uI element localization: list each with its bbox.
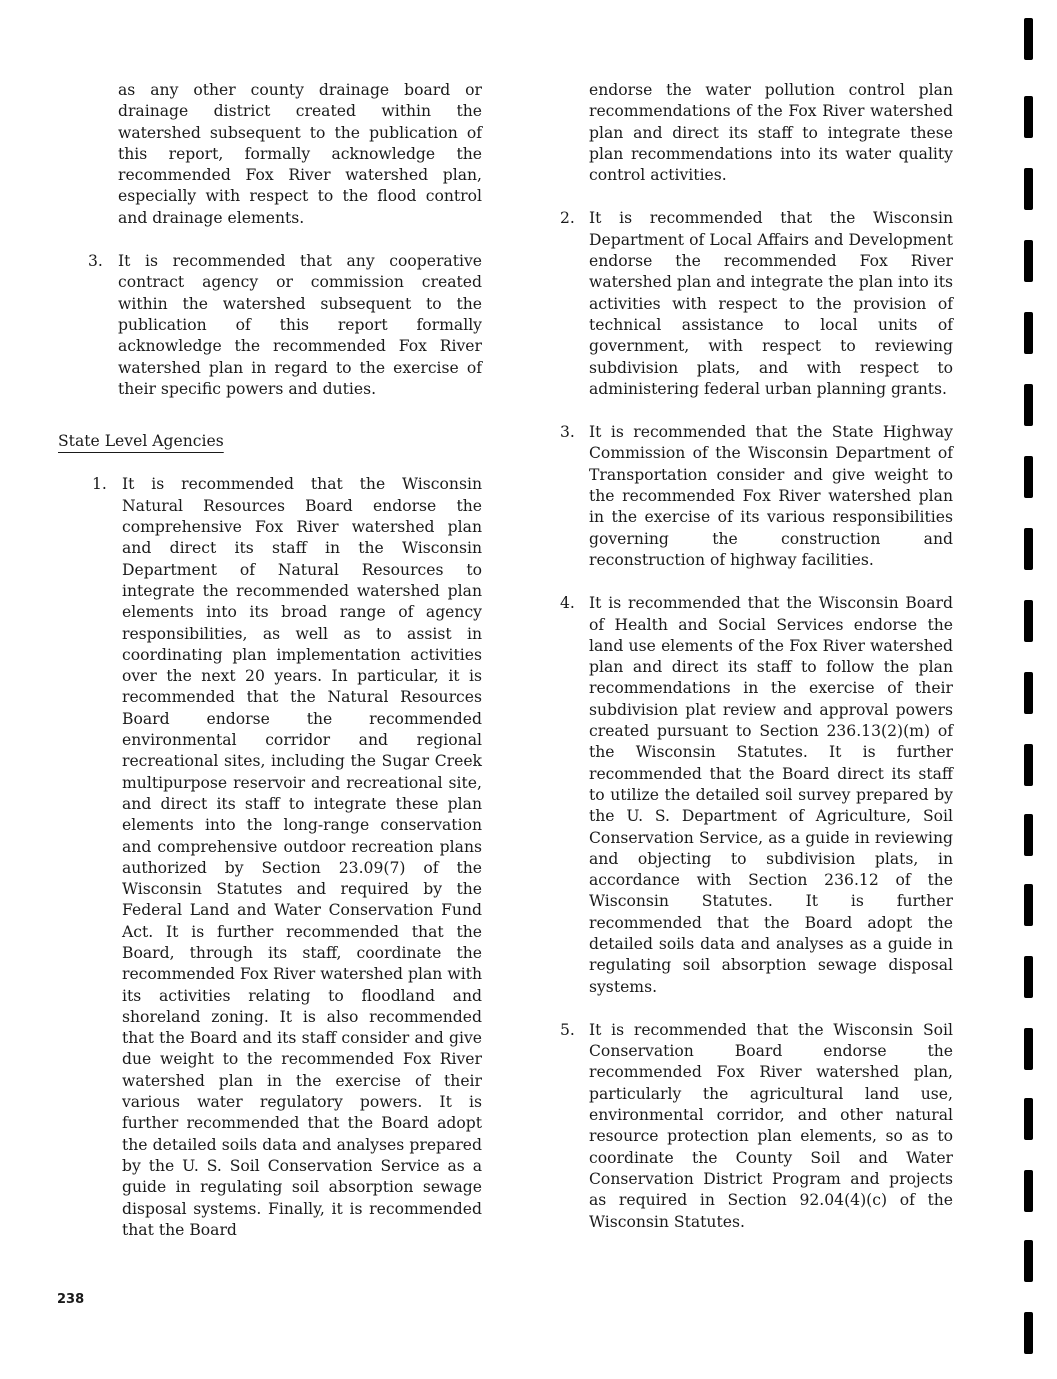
list-item-number: 5. bbox=[560, 1020, 575, 1039]
right-list-item-4 bbox=[560, 593, 953, 998]
left-column bbox=[58, 80, 482, 1241]
edge-mark bbox=[1024, 600, 1033, 642]
list-item-text: It is recommended that the State Highway Commission of the Wisconsin Department of Transportation consider and give weight to the recommended Fox River watershed plan in the exercise of its various responsibilities governing the construction and reconstruction of highway facilities. bbox=[589, 423, 953, 569]
list-item-text: It is recommended that the Wisconsin Department of Local Affairs and Development endorse the recommended Fox River watershed plan and integrate the plan into its activities with respect to the provision of technical assistance to local units of government, with respect to reviewing subdivision plats, and with respect to administering federal urban planning grants. bbox=[589, 209, 953, 398]
list-item-text: It is recommended that the Wisconsin Natural Resources Board endorse the comprehensive Fox River watershed plan and direct its staff in the Wisconsin Department of Natural Resources to integrate the recommended watershed plan elements into its broad range of agency responsibilities, as well as to assist in coordinating plan implementation activities over the next 20 years. In particular, it is recommended that the Natural Resources Board endorse the recommended environmental corridor and regional recreational sites, including the Sugar Creek multipurpose reservoir and recreational site, and direct its staff to integrate these plan elements into the long-range conservation and comprehensive outdoor recreation plans authorized by Section 23.09(7) of the Wisconsin Statutes and required by the Federal Land and Water Conservation Fund Act. It is further recommended that the Board, through its staff, coordinate the recommended Fox River watershed plan with its activities relating to floodland and shoreland zoning. It is also recommended that the Board and its staff consider and give due weight to the recommended Fox River watershed plan in the exercise of their various water regulatory powers. It is further recommended that the Board adopt the detailed soils data and analyses prepared by the U. S. Soil Conservation Service as a guide in regulating soil absorption sewage disposal systems. Finally, it is recommended that the Board bbox=[122, 475, 482, 1239]
edge-mark bbox=[1024, 956, 1033, 998]
edge-mark bbox=[1024, 456, 1033, 498]
section-heading-state-level-agencies: State Level Agencies bbox=[58, 432, 224, 451]
left-list-item-1 bbox=[92, 474, 482, 1241]
page-number: 238 bbox=[57, 1292, 85, 1307]
list-item-text: It is recommended that the Wisconsin Soil Conservation Board endorse the recommended Fox River watershed plan, particularly the agricultural land use, environmental corridor, and other natural resource protection plan elements, so as to coordinate the County Soil and Water Conservation District Program and projects as required in Section 92.04(4)(c) of the Wisconsin Statutes. bbox=[589, 1020, 953, 1231]
right-column bbox=[560, 80, 953, 1233]
edge-mark bbox=[1024, 168, 1033, 210]
list-item-text: It is recommended that the Wisconsin Board of Health and Social Services endorse the land use elements of the Fox River watershed plan and direct its staff to follow the plan recommendations in the exercise of their subdivision plat review and approval powers created pursuant to Section 236.13(2)(m) of the Wisconsin Statutes. It is further recommended that the Board direct its staff to utilize the detailed soil survey prepared by the U. S. Department of Agriculture, Soil Conservation Service, as a guide in reviewing and objecting to subdivision plats, in accordance with Section 236.12 of the Wisconsin Statutes. It is further recommended that the Board adopt the detailed soils data and analyses as a guide in regulating soil absorption sewage disposal systems. bbox=[589, 594, 953, 996]
edge-mark bbox=[1024, 1028, 1033, 1070]
edge-mark bbox=[1024, 240, 1033, 282]
list-item-number: 3. bbox=[560, 423, 575, 442]
edge-mark bbox=[1024, 1170, 1033, 1212]
list-item-number: 3. bbox=[88, 252, 103, 271]
right-list-item-3 bbox=[560, 422, 953, 571]
edge-mark bbox=[1024, 18, 1033, 60]
edge-mark bbox=[1024, 528, 1033, 570]
list-item-number: 2. bbox=[560, 209, 575, 228]
edge-mark bbox=[1024, 1098, 1033, 1140]
edge-mark bbox=[1024, 312, 1033, 354]
edge-mark bbox=[1024, 1240, 1033, 1282]
left-continuation-paragraph: as any other county drainage board or drainage district created within the watershed subsequent to the publication of this report, formally acknowledge the recommended Fox River watershed plan, especially with respect to the flood control and drainage elements. bbox=[118, 81, 482, 227]
edge-mark bbox=[1024, 384, 1033, 426]
scan-edge-marks bbox=[1024, 0, 1044, 1379]
right-continuation-paragraph: endorse the water pollution control plan recommendations of the Fox River watershed plan and direct its staff to integrate these plan recommendations into its water quality control activities. bbox=[589, 81, 953, 185]
edge-mark bbox=[1024, 884, 1033, 926]
list-item-text: It is recommended that any cooperative contract agency or commission created within the watershed subsequent to the publication of this report formally acknowledge the recommended Fox River watershed plan in regard to the exercise of their specific powers and duties. bbox=[118, 252, 482, 398]
edge-mark bbox=[1024, 744, 1033, 786]
right-list-item-2 bbox=[560, 208, 953, 400]
edge-mark bbox=[1024, 672, 1033, 714]
left-list-item-3 bbox=[88, 251, 482, 400]
list-item-number: 4. bbox=[560, 594, 575, 613]
edge-mark bbox=[1024, 96, 1033, 138]
edge-mark bbox=[1024, 814, 1033, 856]
list-item-number: 1. bbox=[92, 475, 107, 494]
edge-mark bbox=[1024, 1312, 1033, 1354]
right-list-item-5 bbox=[560, 1020, 953, 1233]
